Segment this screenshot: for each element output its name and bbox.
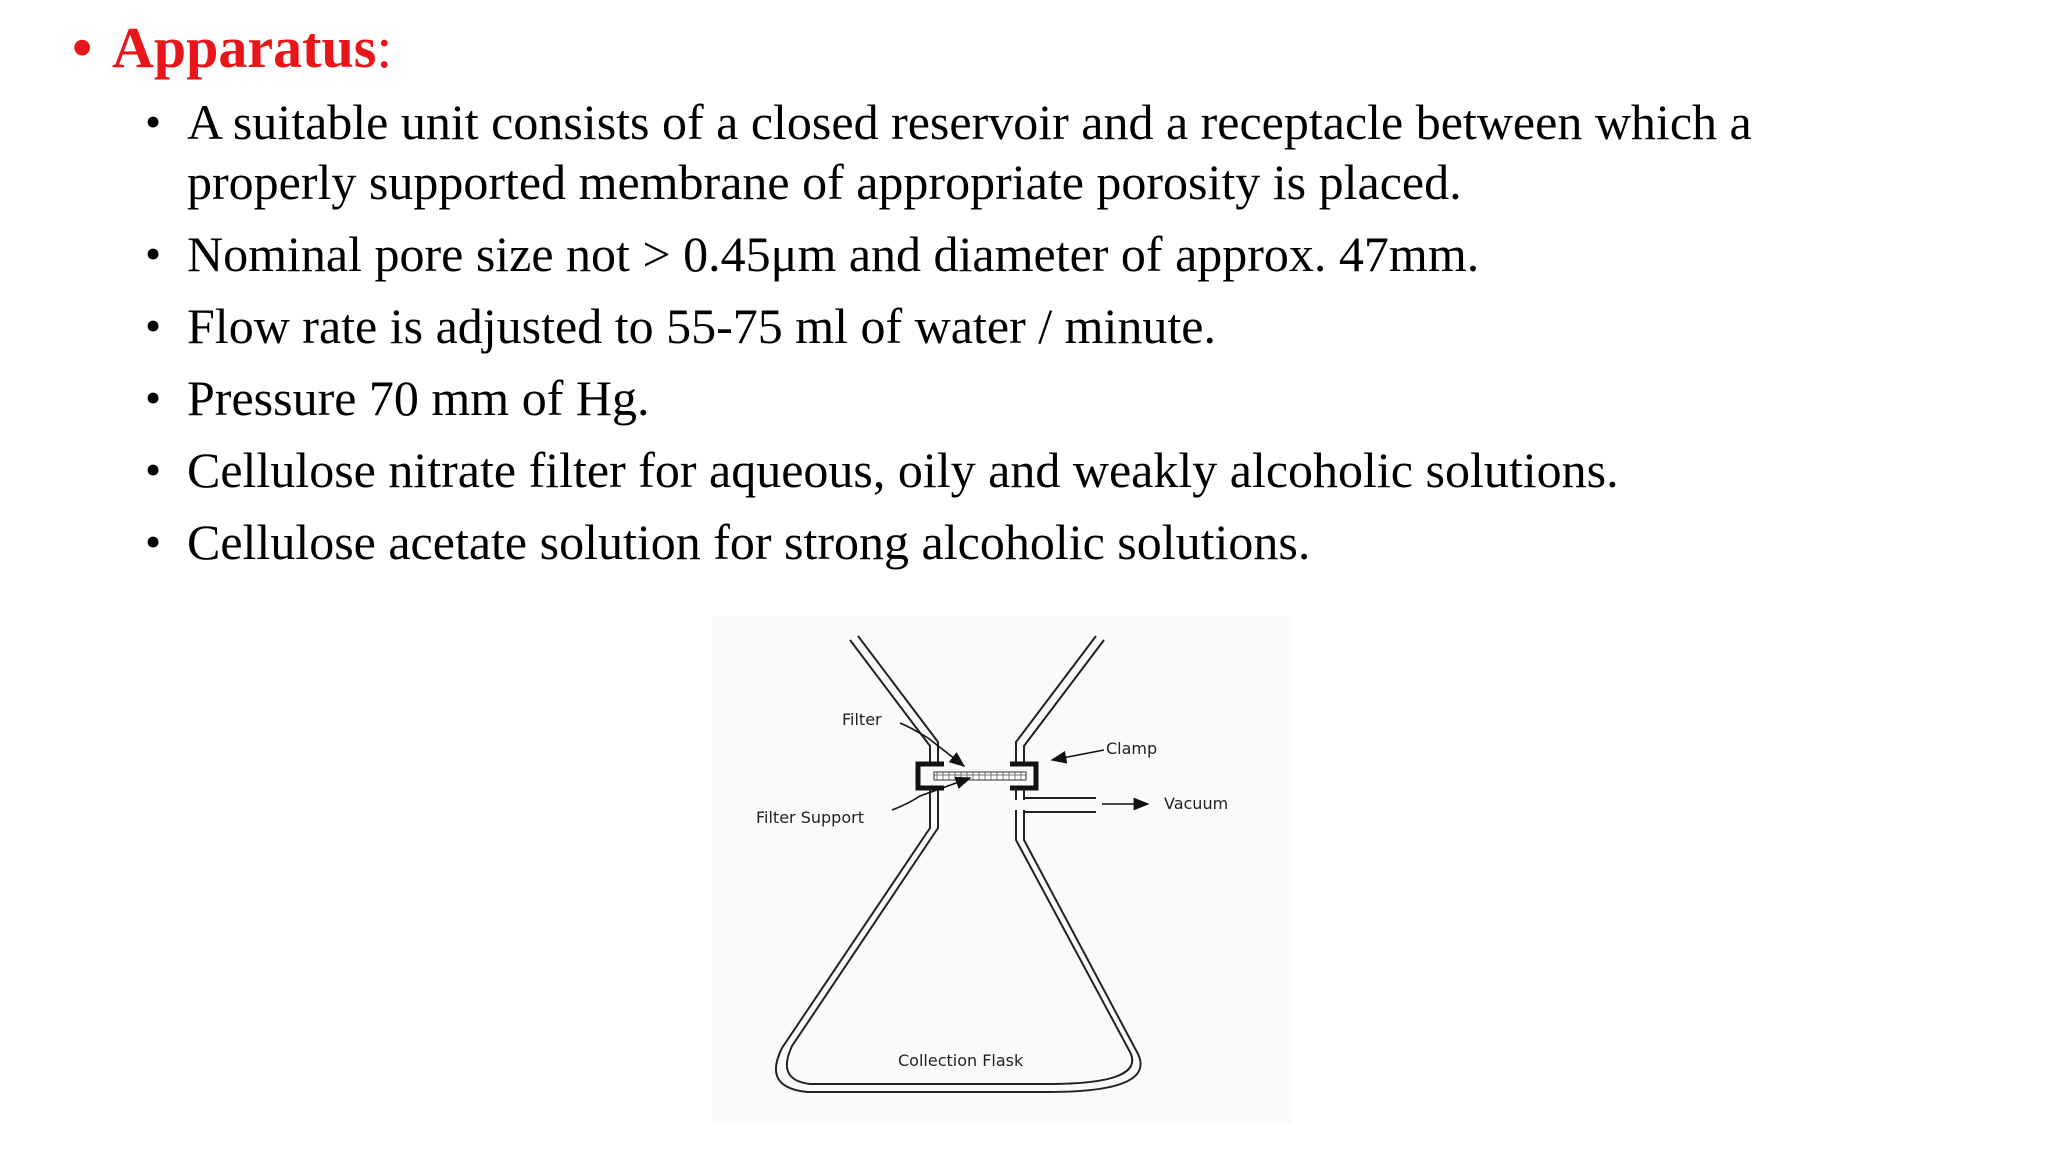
bullet-dot: • xyxy=(145,300,162,351)
heading-title: Apparatus xyxy=(112,15,377,80)
bullet-text: Cellulose acetate solution for strong alcoholic solutions. xyxy=(187,514,1311,570)
bullet-dot: • xyxy=(145,228,162,279)
bullet-text: Cellulose nitrate filter for aqueous, oily and weakly alcoholic solutions. xyxy=(187,442,1619,498)
bullet-text: Pressure 70 mm of Hg. xyxy=(187,370,650,426)
bullet-list xyxy=(145,92,1845,584)
bullet-dot: • xyxy=(145,372,162,423)
filtration-apparatus-diagram xyxy=(712,616,1292,1124)
bullet-item xyxy=(145,512,1845,572)
label-clamp: Clamp xyxy=(1106,739,1158,758)
label-filter-support: Filter Support xyxy=(756,808,864,827)
bullet-item xyxy=(145,224,1845,284)
slide-heading xyxy=(72,8,392,88)
bullet-item xyxy=(145,440,1845,500)
diagram-svg xyxy=(712,616,1292,1124)
filter-membrane xyxy=(934,772,1026,780)
bullet-text: A suitable unit consists of a closed reservoir and a receptacle between which a properly supported membrane of appropriate porosity is placed. xyxy=(187,94,1752,210)
bullet-dot: • xyxy=(145,516,162,567)
bullet-item xyxy=(145,92,1845,212)
label-collection-flask: Collection Flask xyxy=(898,1051,1024,1070)
funnel xyxy=(850,636,1104,766)
collection-flask xyxy=(776,788,1141,1092)
heading-colon: : xyxy=(376,15,393,80)
bullet-text: Nominal pore size not > 0.45μm and diameter of approx. 47mm. xyxy=(187,226,1480,282)
label-filter: Filter xyxy=(842,710,882,729)
heading-bullet: • xyxy=(72,15,93,80)
bullet-text: Flow rate is adjusted to 55-75 ml of water / minute. xyxy=(187,298,1216,354)
bullet-dot: • xyxy=(145,96,162,147)
bullet-item xyxy=(145,296,1845,356)
bullet-dot: • xyxy=(145,444,162,495)
label-vacuum: Vacuum xyxy=(1164,794,1229,813)
vacuum-side-arm xyxy=(1012,798,1096,812)
bullet-item xyxy=(145,368,1845,428)
